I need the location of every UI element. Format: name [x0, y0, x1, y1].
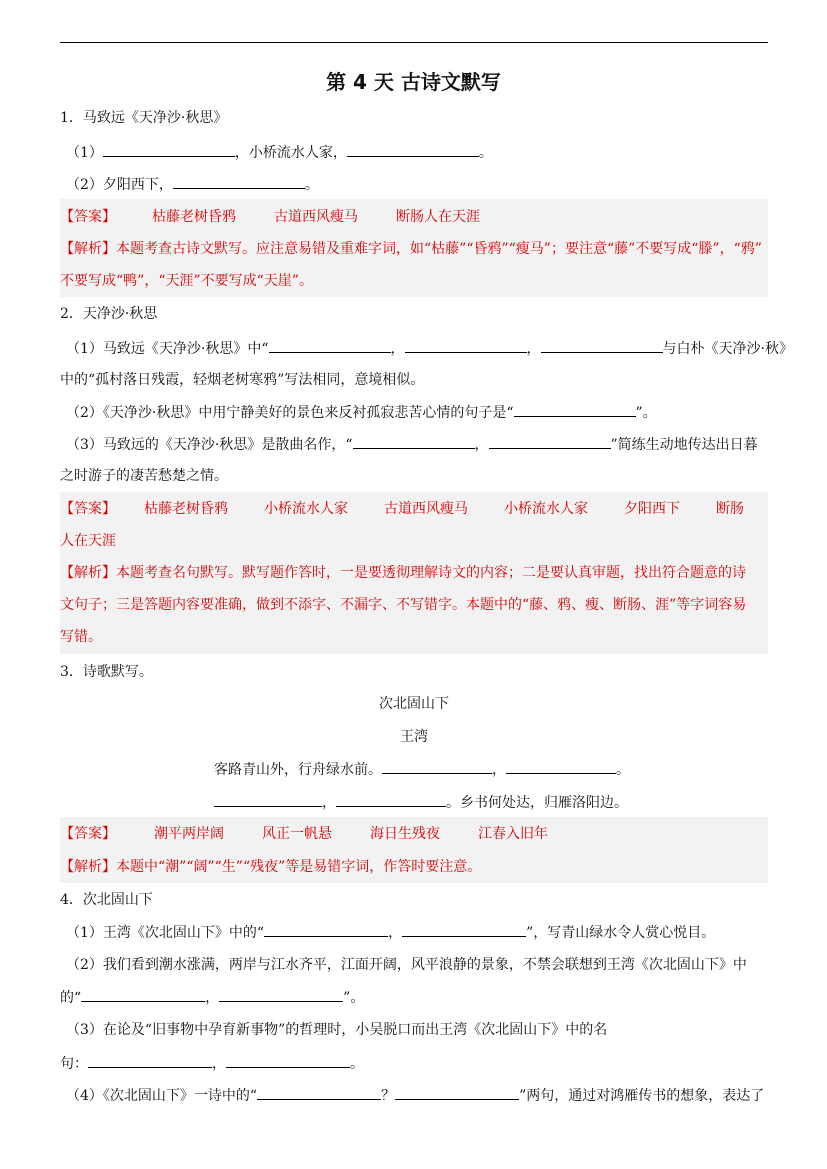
comma: ，	[212, 1056, 226, 1072]
q1-explanation-line: 【解析】本题考查古诗文默写。应注意易错及重难字词，如“枯藤”“昏鸦”“瘦马”；要注意“藤”不要写成“滕”，“鸦”	[60, 241, 762, 257]
answer-item: 小桥流水人家	[504, 501, 588, 517]
q2-answer	[60, 499, 768, 519]
q4-stem: 4．次北固山下	[60, 892, 153, 908]
answer-blank[interactable]	[173, 174, 305, 189]
q4-part1	[66, 922, 774, 943]
poem-text: 客路青山外，行舟绿水前。	[214, 762, 382, 778]
answer-blank[interactable]	[269, 338, 391, 353]
q3-answer	[60, 824, 768, 844]
q1-part2-end: 。	[304, 177, 319, 193]
answer-item: 江春入旧年	[478, 826, 548, 842]
answer-blank[interactable]	[336, 792, 446, 807]
answer-item: 潮平两岸阔	[154, 826, 224, 842]
q3-explanation: 【解析】本题中“潮”“阔”“生”“残夜”等是易错字词，作答时要注意。	[60, 859, 482, 875]
answer-blank[interactable]	[214, 792, 322, 807]
poem-line-1	[214, 759, 630, 780]
answer-blank[interactable]	[489, 434, 611, 449]
q4-part4	[66, 1085, 774, 1106]
q1-explanation-line: 不要写成“鸭”，“天涯”不要写成“天崖”。	[60, 273, 313, 289]
q2-part1-suffix: 与白朴《天净沙·秋》	[662, 341, 793, 357]
q4-part1-suffix: ”，写青山绿水令人赏心悦目。	[526, 925, 716, 941]
q2-part3-line2: 之时游子的凄苦愁楚之情。	[60, 468, 228, 484]
answer-item: 断肠人在天涯	[396, 209, 480, 225]
answer-blank[interactable]	[264, 922, 388, 937]
q2-part3	[66, 434, 774, 455]
q1-part1	[66, 142, 774, 163]
answer-item: 小桥流水人家	[264, 501, 348, 517]
q4-part2-line2	[60, 987, 768, 1008]
answer-blank[interactable]	[395, 1085, 519, 1100]
q2-part2	[66, 402, 774, 423]
period: 。	[616, 762, 630, 778]
page-title: 第 4 天 古诗文默写	[326, 70, 501, 94]
answer-item: 古道西风瘦马	[384, 501, 468, 517]
answer-blank[interactable]	[257, 1085, 381, 1100]
comma: ，	[388, 925, 403, 941]
answer-blank[interactable]	[541, 338, 663, 353]
q2-part2-prefix: （2）《天净沙·秋思》中用宁静美好的景色来反衬孤寂悲苦心情的句子是“	[66, 405, 514, 421]
q2-explanation-line: 【解析】本题考查名句默写。默写题作答时，一是要透彻理解诗文的内容；二是要认真审题，找出符合题意的诗	[60, 565, 746, 581]
comma: ，	[205, 990, 220, 1006]
answer-item: 风正一帆悬	[262, 826, 332, 842]
header-rule	[60, 42, 768, 43]
comma: ，	[322, 795, 336, 811]
q2-explanation-line: 文句子；三是答题内容要准确，做到不添字、不漏字、不写错字。本题中的“藤、鸦、瘦、断肠、涯”等字词容易	[60, 597, 747, 613]
q2-explanation-line: 写错。	[60, 629, 102, 645]
answer-blank[interactable]	[88, 1053, 212, 1068]
answer-item: 断肠	[716, 501, 744, 517]
q2-answer-line2: 人在天涯	[60, 533, 116, 549]
q2-part1-line2: 中的“孤村落日残霞，轻烟老树寒鸦”写法相同，意境相似。	[60, 372, 425, 388]
q2-stem: 2．天净沙·秋思	[60, 306, 158, 322]
question-mark: ？	[381, 1088, 396, 1104]
answer-blank[interactable]	[405, 338, 527, 353]
answer-blank[interactable]	[81, 987, 205, 1002]
q4-part2-line1: （2）我们看到潮水涨满，两岸与江水齐平，江面开阔，风平浪静的景象，不禁会联想到王湾《次北固山下》中	[66, 957, 747, 973]
q3-stem: 3．诗歌默写。	[60, 664, 153, 680]
q2-part3-prefix: （3）马致远的《天净沙·秋思》是散曲名作，“	[66, 437, 353, 453]
q4-part2-end: ”。	[343, 990, 365, 1006]
q4-part4-suffix: ”两句，通过对鸿雁传书的想象，表达了	[519, 1088, 765, 1104]
comma: ，	[526, 341, 541, 357]
answer-blank[interactable]	[347, 142, 479, 157]
answer-item: 枯藤老树昏鸦	[152, 209, 236, 225]
poem-line-2	[214, 792, 628, 813]
q4-part3-prefix: 句：	[60, 1056, 88, 1072]
q4-part3-line2	[60, 1053, 768, 1074]
answer-blank[interactable]	[103, 142, 235, 157]
q4-part2-prefix: 的“	[60, 990, 82, 1006]
q1-part2-prefix: （2）夕阳西下，	[66, 177, 173, 193]
q2-part1	[66, 338, 793, 359]
answer-label: 【答案】	[60, 501, 116, 517]
q4-part4-prefix: （4）《次北固山下》一诗中的“	[66, 1088, 258, 1104]
q1-part1-prefix: （1）	[66, 145, 103, 161]
answer-item: 夕阳西下	[624, 501, 680, 517]
answer-item: 海日生残夜	[370, 826, 440, 842]
answer-blank[interactable]	[402, 922, 526, 937]
answer-blank[interactable]	[226, 1053, 350, 1068]
poem-author: 王湾	[400, 729, 428, 745]
q1-part2	[66, 174, 774, 195]
answer-blank[interactable]	[514, 402, 636, 417]
q4-part3-line1: （3）在论及“旧事物中孕育新事物”的哲理时，小吴脱口而出王湾《次北固山下》中的名	[66, 1022, 608, 1038]
answer-blank[interactable]	[353, 434, 475, 449]
q2-part3-suffix: ”简练生动地传达出日暮	[610, 437, 758, 453]
q2-part1-prefix: （1）马致远《天净沙·秋思》中“	[66, 341, 269, 357]
period: 。	[350, 1056, 364, 1072]
q1-stem: 1．马致远《天净沙·秋思》	[60, 110, 228, 126]
comma: ，	[390, 341, 405, 357]
answer-item: 枯藤老树昏鸦	[144, 501, 228, 517]
answer-blank[interactable]	[219, 987, 343, 1002]
q1-part1-mid: ，小桥流水人家，	[234, 145, 347, 161]
comma: ，	[474, 437, 489, 453]
q1-answer	[60, 207, 768, 227]
answer-blank[interactable]	[506, 759, 616, 774]
q4-part1-prefix: （1）王湾《次北固山下》中的“	[66, 925, 265, 941]
poem-title: 次北固山下	[379, 696, 449, 712]
poem-text: 。乡书何处达，归雁洛阳边。	[446, 795, 628, 811]
q1-part1-end: 。	[478, 145, 493, 161]
comma: ，	[492, 762, 506, 778]
answer-item: 古道西风瘦马	[274, 209, 358, 225]
q2-part2-end: ”。	[635, 405, 657, 421]
answer-label: 【答案】	[60, 209, 116, 225]
answer-blank[interactable]	[382, 759, 492, 774]
answer-label: 【答案】	[60, 826, 116, 842]
